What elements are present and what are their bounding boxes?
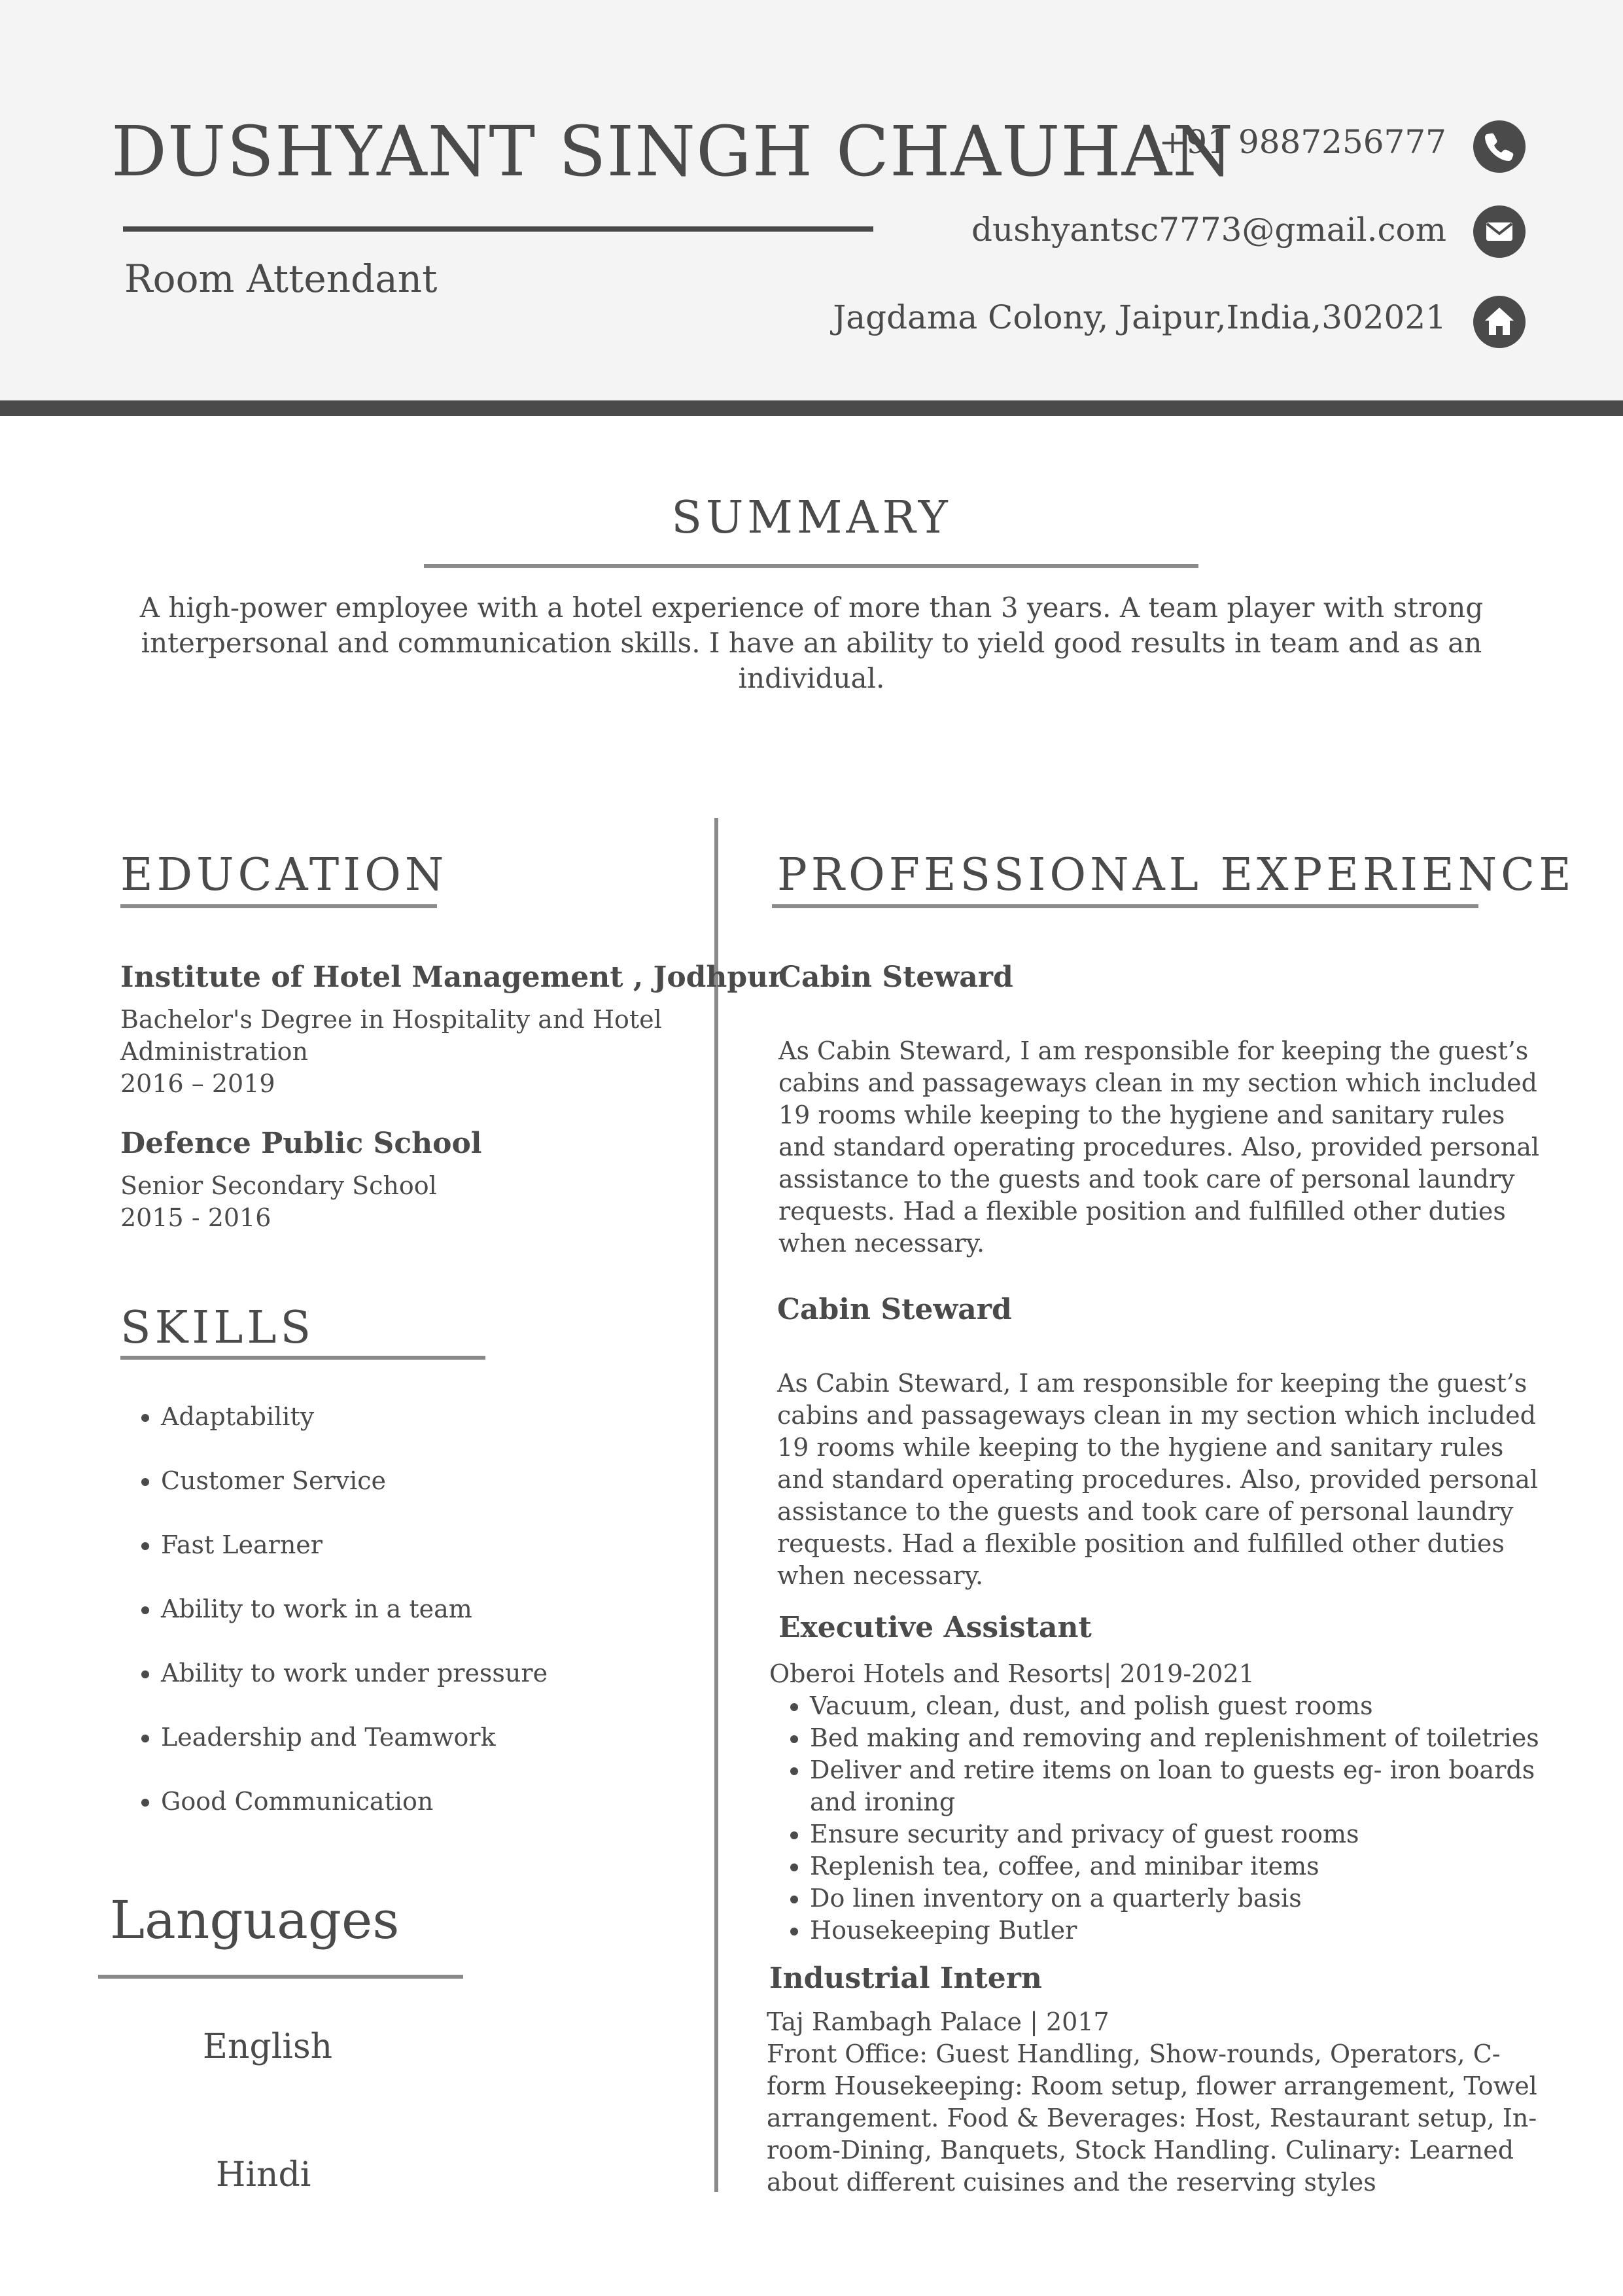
education-heading: EDUCATION	[120, 849, 448, 901]
education-years: 2016 – 2019	[120, 1069, 275, 1098]
summary-heading: SUMMARY	[671, 492, 952, 544]
job-company: Taj Rambagh Palace | 2017	[767, 2007, 1109, 2036]
job-title: Industrial Intern	[769, 1962, 1042, 1995]
header-background	[0, 0, 1623, 400]
job-title: Cabin Steward	[778, 961, 1013, 994]
education-degree: Senior Secondary School	[120, 1171, 437, 1200]
education-years: 2015 - 2016	[120, 1203, 271, 1232]
job-description: Front Office: Guest Handling, Show-rounds, Operators, C-form Housekeeping: Room setup, flower arrangement, Towel arrangement. Food & Beverages: Host, Restaurant setup, In-room-Dining, Banquets, Stock Handling. Culinary: Learned about different cuisines and the reserving styles	[767, 2040, 1537, 2197]
candidate-name: DUSHYANT SINGH CHAUHAN	[111, 111, 1234, 192]
skill-item: • Good Communication	[161, 1785, 548, 1849]
skills-list	[120, 1400, 548, 1849]
skill-item: • Fast Learner	[161, 1528, 548, 1593]
header-bottom-bar	[0, 400, 1623, 416]
education-degree: Bachelor's Degree in Hospitality and Hotel Administration	[120, 1005, 662, 1066]
summary-text: A high-power employee with a hotel experience of more than 3 years. A team player with strong interpersonal and communication skills. I have an ability to yield good results in team and as an individual.	[139, 592, 1484, 694]
job-duty-item: • Replenish tea, coffee, and minibar items	[810, 1850, 1569, 1882]
job-duty-item: • Bed making and removing and replenishment of toiletries	[810, 1722, 1569, 1754]
skill-item: • Ability to work in a team	[161, 1593, 548, 1657]
languages-underline	[98, 1975, 463, 1979]
skill-item: • Ability to work under pressure	[161, 1657, 548, 1721]
job-description: As Cabin Steward, I am responsible for keeping the guest’s cabins and passageways clean in my section which included 19 rooms while keeping to the hygiene and sanitary rules and standard operating procedures. Also, provided personal assistance to the guests and took care of personal laundry requests. Had a flexible position and fulfilled other duties when necessary.	[778, 1036, 1540, 1258]
language-item: English	[203, 2027, 333, 2066]
skills-heading: SKILLS	[120, 1302, 315, 1354]
languages-heading: Languages	[110, 1890, 400, 1951]
job-duty-item: • Do linen inventory on a quarterly basis	[810, 1882, 1569, 1915]
education-school: Defence Public School	[120, 1127, 482, 1160]
phone-number[interactable]: +91 9887256777	[1159, 123, 1446, 161]
skill-item: • Leadership and Teamwork	[161, 1721, 548, 1785]
language-item: Hindi	[216, 2155, 311, 2195]
column-divider	[714, 818, 718, 2192]
job-duty-item: • Deliver and retire items on loan to guests eg- iron boards and ironing	[810, 1754, 1569, 1818]
summary-underline	[424, 564, 1198, 568]
job-duties-list	[769, 1690, 1569, 1947]
job-company: Oberoi Hotels and Resorts| 2019-2021	[769, 1659, 1255, 1688]
home-address: Jagdama Colony, Jaipur,India,302021	[833, 298, 1446, 336]
experience-underline	[772, 904, 1478, 908]
job-duty-item: • Ensure security and privacy of guest rooms	[810, 1818, 1569, 1850]
phone-icon	[1473, 120, 1526, 173]
education-underline	[120, 904, 437, 908]
job-title: Executive Assistant	[778, 1611, 1092, 1644]
job-duty-item: • Housekeeping Butler	[810, 1915, 1569, 1947]
job-role: Room Attendant	[124, 256, 438, 301]
experience-heading: PROFESSIONAL EXPERIENCE	[777, 849, 1575, 901]
skill-item: • Adaptability	[161, 1400, 548, 1464]
name-underline	[123, 226, 873, 232]
job-title: Cabin Steward	[777, 1293, 1012, 1326]
education-school: Institute of Hotel Management , Jodhpur	[120, 961, 784, 994]
job-description: As Cabin Steward, I am responsible for keeping the guest’s cabins and passageways clean in my section which included 19 rooms while keeping to the hygiene and sanitary rules and standard operating procedures. Also, provided personal assistance to the guests and took care of personal laundry requests. Had a flexible position and fulfilled other duties when necessary.	[777, 1369, 1539, 1590]
email-address[interactable]: dushyantsc7773@gmail.com	[971, 211, 1446, 249]
home-icon	[1473, 296, 1526, 348]
skill-item: • Customer Service	[161, 1464, 548, 1528]
skills-underline	[120, 1356, 485, 1360]
job-duty-item: • Vacuum, clean, dust, and polish guest rooms	[810, 1690, 1569, 1722]
envelope-icon	[1473, 205, 1526, 258]
